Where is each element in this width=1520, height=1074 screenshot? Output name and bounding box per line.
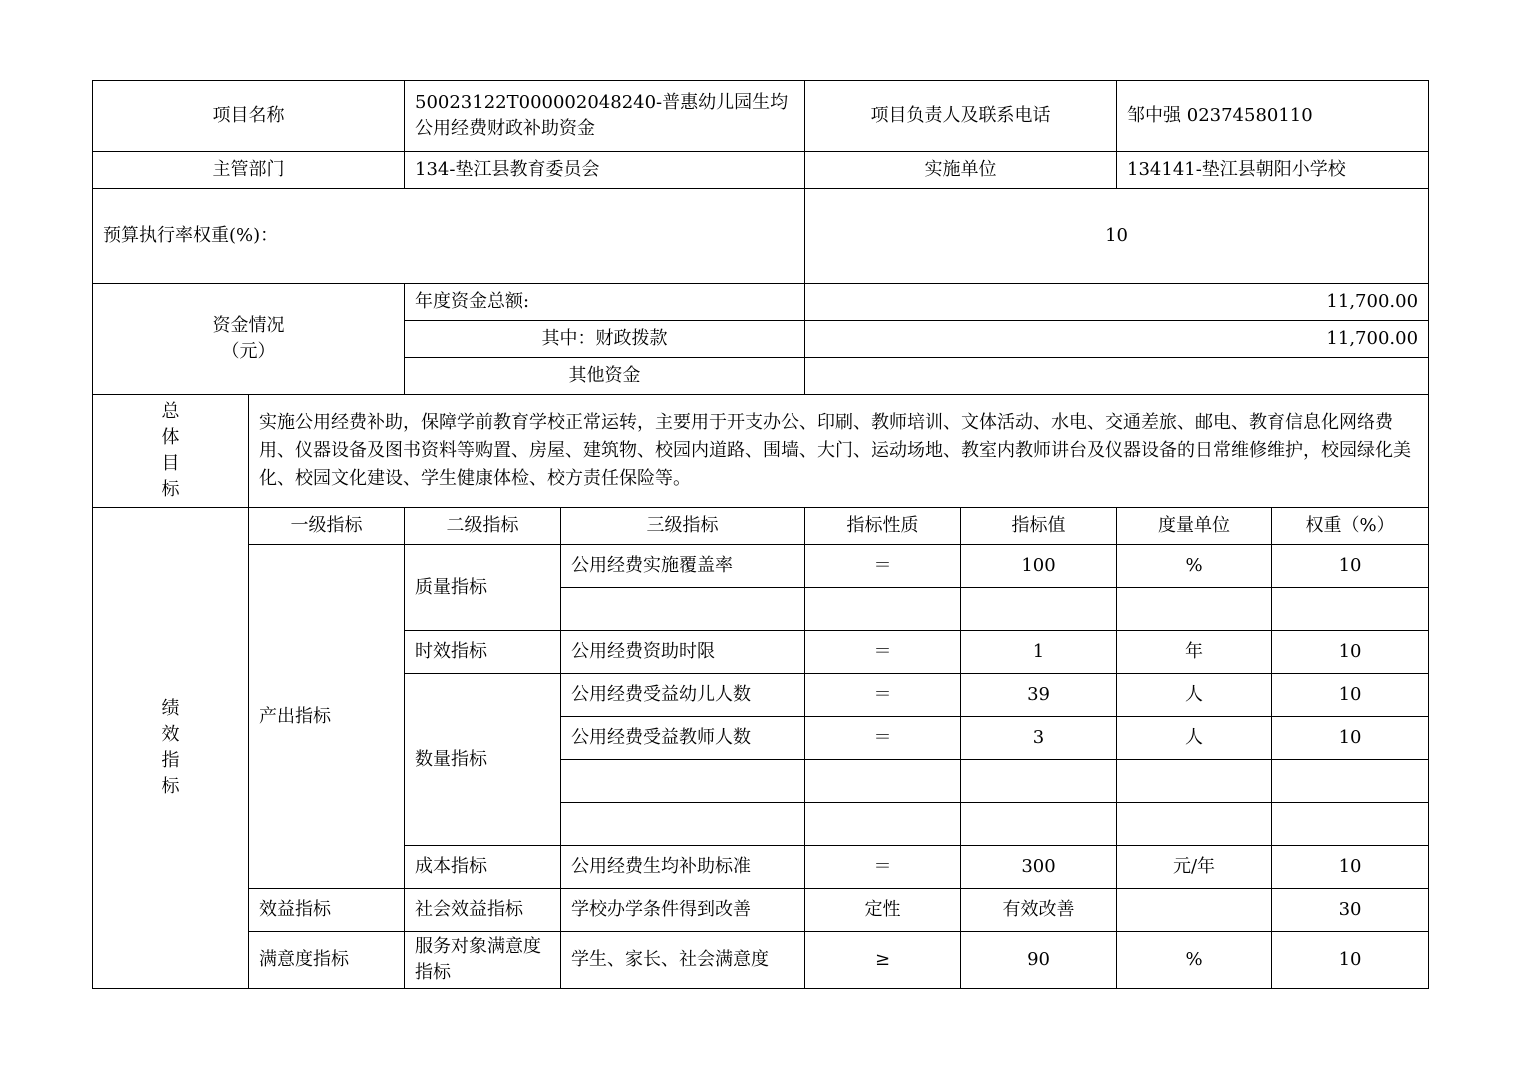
- indicator-weight: [1272, 803, 1429, 846]
- goal-label-char: 标: [161, 479, 180, 500]
- perf-header-unit: 度量单位: [1117, 508, 1272, 545]
- indicator-weight: 30: [1272, 889, 1429, 932]
- perf-label: [93, 508, 249, 989]
- indicator-name: 公用经费实施覆盖率: [561, 545, 805, 588]
- impl-unit-value: 134141-垫江县朝阳小学校: [1117, 152, 1429, 189]
- indicator-weight: 10: [1272, 545, 1429, 588]
- indicator-unit: %: [1117, 932, 1272, 989]
- indicator-value: [961, 588, 1117, 631]
- perf-header-level2: 二级指标: [405, 508, 561, 545]
- perf-label-char: 绩: [161, 698, 180, 719]
- indicator-nature: 定性: [805, 889, 961, 932]
- level1-output: 产出指标: [249, 545, 405, 889]
- funds-fiscal-label: 其中：财政拨款: [405, 321, 805, 358]
- indicator-nature: [805, 803, 961, 846]
- funds-other-label: 其他资金: [405, 358, 805, 395]
- indicator-weight: [1272, 588, 1429, 631]
- level2-cost: 成本指标: [405, 846, 561, 889]
- indicator-name: [561, 588, 805, 631]
- indicator-weight: 10: [1272, 674, 1429, 717]
- indicator-nature: [805, 760, 961, 803]
- funds-other-value: [805, 358, 1429, 395]
- indicator-value: 300: [961, 846, 1117, 889]
- perf-header-nature: 指标性质: [805, 508, 961, 545]
- indicator-value: [961, 803, 1117, 846]
- indicator-weight: 10: [1272, 631, 1429, 674]
- table-row: [93, 932, 1429, 989]
- indicator-name: 公用经费资助时限: [561, 631, 805, 674]
- funds-label-line2: （元）: [221, 341, 276, 362]
- level2-quality: 质量指标: [405, 545, 561, 631]
- perf-header-weight: 权重（%）: [1272, 508, 1429, 545]
- perf-header-level1: 一级指标: [249, 508, 405, 545]
- performance-target-table: [92, 80, 1429, 989]
- indicator-name: [561, 803, 805, 846]
- table-row: [93, 545, 1429, 588]
- table-row: [93, 889, 1429, 932]
- level1-satisfaction: 满意度指标: [249, 932, 405, 989]
- indicator-unit: [1117, 588, 1272, 631]
- goal-text: 实施公用经费补助，保障学前教育学校正常运转，主要用于开支办公、印刷、教师培训、文体活动、水电、交通差旅、邮电、教育信息化网络费用、仪器设备及图书资料等购置、房屋、建筑物、校园内道路、围墙、大门、运动场地、教室内教师讲台及仪器设备的日常维修维护，校园绿化美化、校园文化建设、学生健康体检、校方责任保险等。: [249, 395, 1429, 508]
- indicator-unit: 人: [1117, 717, 1272, 760]
- budget-weight-value: 10: [805, 189, 1429, 284]
- level2-timeliness: 时效指标: [405, 631, 561, 674]
- indicator-value: 有效改善: [961, 889, 1117, 932]
- indicator-unit: %: [1117, 545, 1272, 588]
- indicator-weight: 10: [1272, 932, 1429, 989]
- perf-label-char: 标: [161, 776, 180, 797]
- indicator-unit: 人: [1117, 674, 1272, 717]
- manager-label: 项目负责人及联系电话: [805, 81, 1117, 152]
- indicator-nature: ≥: [805, 932, 961, 989]
- indicator-unit: 年: [1117, 631, 1272, 674]
- level2-service: 服务对象满意度指标: [405, 932, 561, 989]
- indicator-nature: [805, 588, 961, 631]
- indicator-nature: ＝: [805, 846, 961, 889]
- level2-quantity: 数量指标: [405, 674, 561, 846]
- manager-value: 邹中强 02374580110: [1117, 81, 1429, 152]
- indicator-value: 90: [961, 932, 1117, 989]
- dept-value: 134-垫江县教育委员会: [405, 152, 805, 189]
- perf-label-char: 指: [161, 750, 180, 771]
- budget-weight-label: 预算执行率权重(%)：: [93, 189, 805, 284]
- indicator-name: 公用经费生均补助标准: [561, 846, 805, 889]
- goal-label-char: 目: [161, 453, 180, 474]
- indicator-nature: ＝: [805, 674, 961, 717]
- indicator-value: [961, 760, 1117, 803]
- project-name-value: 50023122T000002048240-普惠幼儿园生均公用经费财政补助资金: [405, 81, 805, 152]
- indicator-weight: 10: [1272, 717, 1429, 760]
- dept-label: 主管部门: [93, 152, 405, 189]
- indicator-unit: 元/年: [1117, 846, 1272, 889]
- indicator-name: [561, 760, 805, 803]
- perf-header-level3: 三级指标: [561, 508, 805, 545]
- indicator-unit: [1117, 889, 1272, 932]
- indicator-nature: ＝: [805, 631, 961, 674]
- indicator-unit: [1117, 760, 1272, 803]
- indicator-name: 学校办学条件得到改善: [561, 889, 805, 932]
- impl-unit-label: 实施单位: [805, 152, 1117, 189]
- indicator-name: 学生、家长、社会满意度: [561, 932, 805, 989]
- goal-label: [93, 395, 249, 508]
- perf-label-char: 效: [161, 724, 180, 745]
- funds-label: [93, 284, 405, 395]
- funds-fiscal-value: 11,700.00: [805, 321, 1429, 358]
- funds-total-label: 年度资金总额:: [405, 284, 805, 321]
- indicator-value: 1: [961, 631, 1117, 674]
- level1-benefit: 效益指标: [249, 889, 405, 932]
- level2-social: 社会效益指标: [405, 889, 561, 932]
- goal-label-char: 体: [161, 427, 180, 448]
- indicator-value: 3: [961, 717, 1117, 760]
- funds-label-line1: 资金情况: [212, 315, 285, 336]
- perf-header-value: 指标值: [961, 508, 1117, 545]
- indicator-nature: ＝: [805, 545, 961, 588]
- indicator-weight: 10: [1272, 846, 1429, 889]
- indicator-unit: [1117, 803, 1272, 846]
- funds-total-value: 11,700.00: [805, 284, 1429, 321]
- indicator-weight: [1272, 760, 1429, 803]
- project-name-label: 项目名称: [93, 81, 405, 152]
- indicator-name: 公用经费受益幼儿人数: [561, 674, 805, 717]
- indicator-value: 100: [961, 545, 1117, 588]
- indicator-value: 39: [961, 674, 1117, 717]
- indicator-name: 公用经费受益教师人数: [561, 717, 805, 760]
- indicator-nature: ＝: [805, 717, 961, 760]
- goal-label-char: 总: [161, 401, 180, 422]
